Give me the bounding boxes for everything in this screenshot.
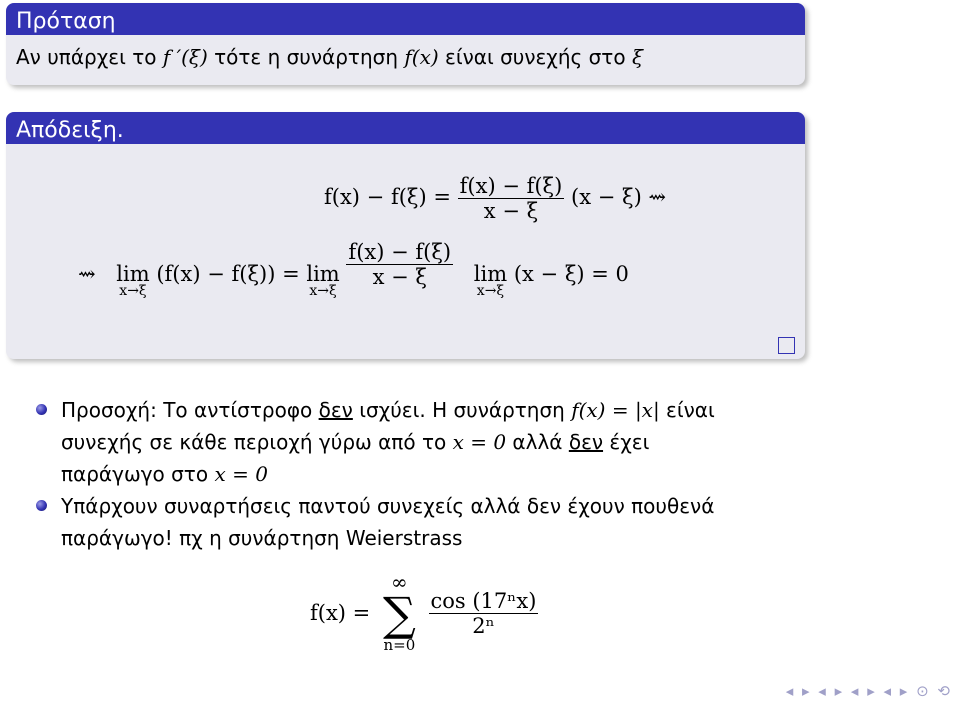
- bullet-2-line-1: Υπάρχουν συναρτήσεις παντού συνεχείς αλλά δεν έχουν πουθενά: [61, 494, 715, 518]
- line1-fraction: [458, 174, 565, 223]
- line2-fraction: [346, 240, 453, 289]
- lim-subscript: x→ξ: [309, 283, 337, 299]
- line2-b: (x − ξ) = 0: [513, 262, 629, 286]
- x-equals-zero: x = 0: [214, 462, 268, 486]
- limit-3: [474, 262, 507, 299]
- proposition-block: [6, 3, 805, 85]
- limit-1: [116, 262, 149, 299]
- xi-symbol: ξ: [631, 45, 643, 69]
- leads-to-arrow: ⇝: [78, 262, 96, 286]
- emphasis-not: δεν: [568, 430, 604, 454]
- proposition-title: Πρόταση: [6, 3, 805, 35]
- lim-label: lim: [473, 262, 508, 286]
- b1-text: αλλά: [506, 430, 569, 454]
- b1-text: Προσοχή: Το αντίστροφο: [61, 398, 319, 422]
- sum-upper: ∞: [391, 570, 408, 594]
- b1-text: ισχύει. Η συνάρτηση: [352, 398, 572, 422]
- bullet-1-line-1: [61, 394, 715, 426]
- lim-label: lim: [116, 262, 150, 286]
- bullet-1-line-3: [61, 458, 715, 490]
- bullet-1: [61, 394, 715, 490]
- line1-denominator: x − ξ: [458, 198, 565, 223]
- bullet-2-line-2: παράγωγο! πχ η συνάρτηση Weierstrass: [61, 526, 463, 550]
- lim-subscript: x→ξ: [476, 283, 505, 299]
- line2-denominator: x − ξ: [346, 264, 453, 289]
- proof-line-1: [324, 174, 666, 223]
- proposition-text-mid: τότε η συνάρτηση: [207, 45, 405, 69]
- abs-function: f(x) = |x|: [571, 398, 660, 422]
- bullet-marker-1: [36, 404, 47, 415]
- lim-subscript: x→ξ: [119, 283, 147, 299]
- line1-lhs: f(x) − f(ξ) =: [324, 185, 451, 209]
- sigma-icon: ∑: [382, 587, 416, 641]
- line2-numerator: f(x) − f(ξ): [348, 240, 452, 264]
- formula-lhs: f(x) =: [310, 601, 371, 625]
- formula-numerator: cos (17ⁿx): [430, 588, 537, 613]
- line1-numerator: f(x) − f(ξ): [459, 174, 563, 198]
- qed-square: [778, 337, 795, 354]
- proof-title: Απόδειξη.: [6, 112, 805, 144]
- sum-lower: n=0: [383, 636, 416, 654]
- function-expression: f(x): [404, 45, 439, 69]
- beamer-navigation[interactable]: ◂ ▸ ◂ ▸ ◂ ▸ ◂ ▸ ⊙ ⟲: [785, 682, 952, 700]
- bullet-1-line-2: [61, 426, 715, 458]
- summation: [383, 572, 416, 654]
- weierstrass-formula: [310, 572, 538, 654]
- b1-text: συνεχής σε κάθε περιοχή γύρω από το: [61, 430, 453, 454]
- x-equals-zero: x = 0: [452, 430, 507, 454]
- line1-rhs: (x − ξ) ⇝: [571, 185, 667, 209]
- bullet-marker-2: [36, 500, 47, 511]
- proof-block: [6, 112, 805, 359]
- b1-text: έχει: [603, 430, 650, 454]
- limit-2: [306, 262, 339, 299]
- derivative-expression: f ′(ξ): [162, 45, 208, 69]
- bullet-2: [61, 490, 714, 554]
- formula-fraction: [429, 589, 539, 638]
- proposition-text-prefix: Αν υπάρχει το: [16, 45, 163, 69]
- b1-text: είναι: [659, 398, 715, 422]
- proposition-text-suffix: είναι συνεχής στο: [438, 45, 632, 69]
- line2-a: (f(x) − f(ξ)) =: [156, 262, 300, 286]
- proposition-text: [6, 35, 805, 79]
- formula-denominator: 2ⁿ: [429, 613, 539, 638]
- b1-text: παράγωγο στο: [61, 462, 215, 486]
- lim-label: lim: [306, 262, 340, 286]
- proof-line-2: [78, 240, 629, 299]
- emphasis-not: δεν: [318, 398, 353, 422]
